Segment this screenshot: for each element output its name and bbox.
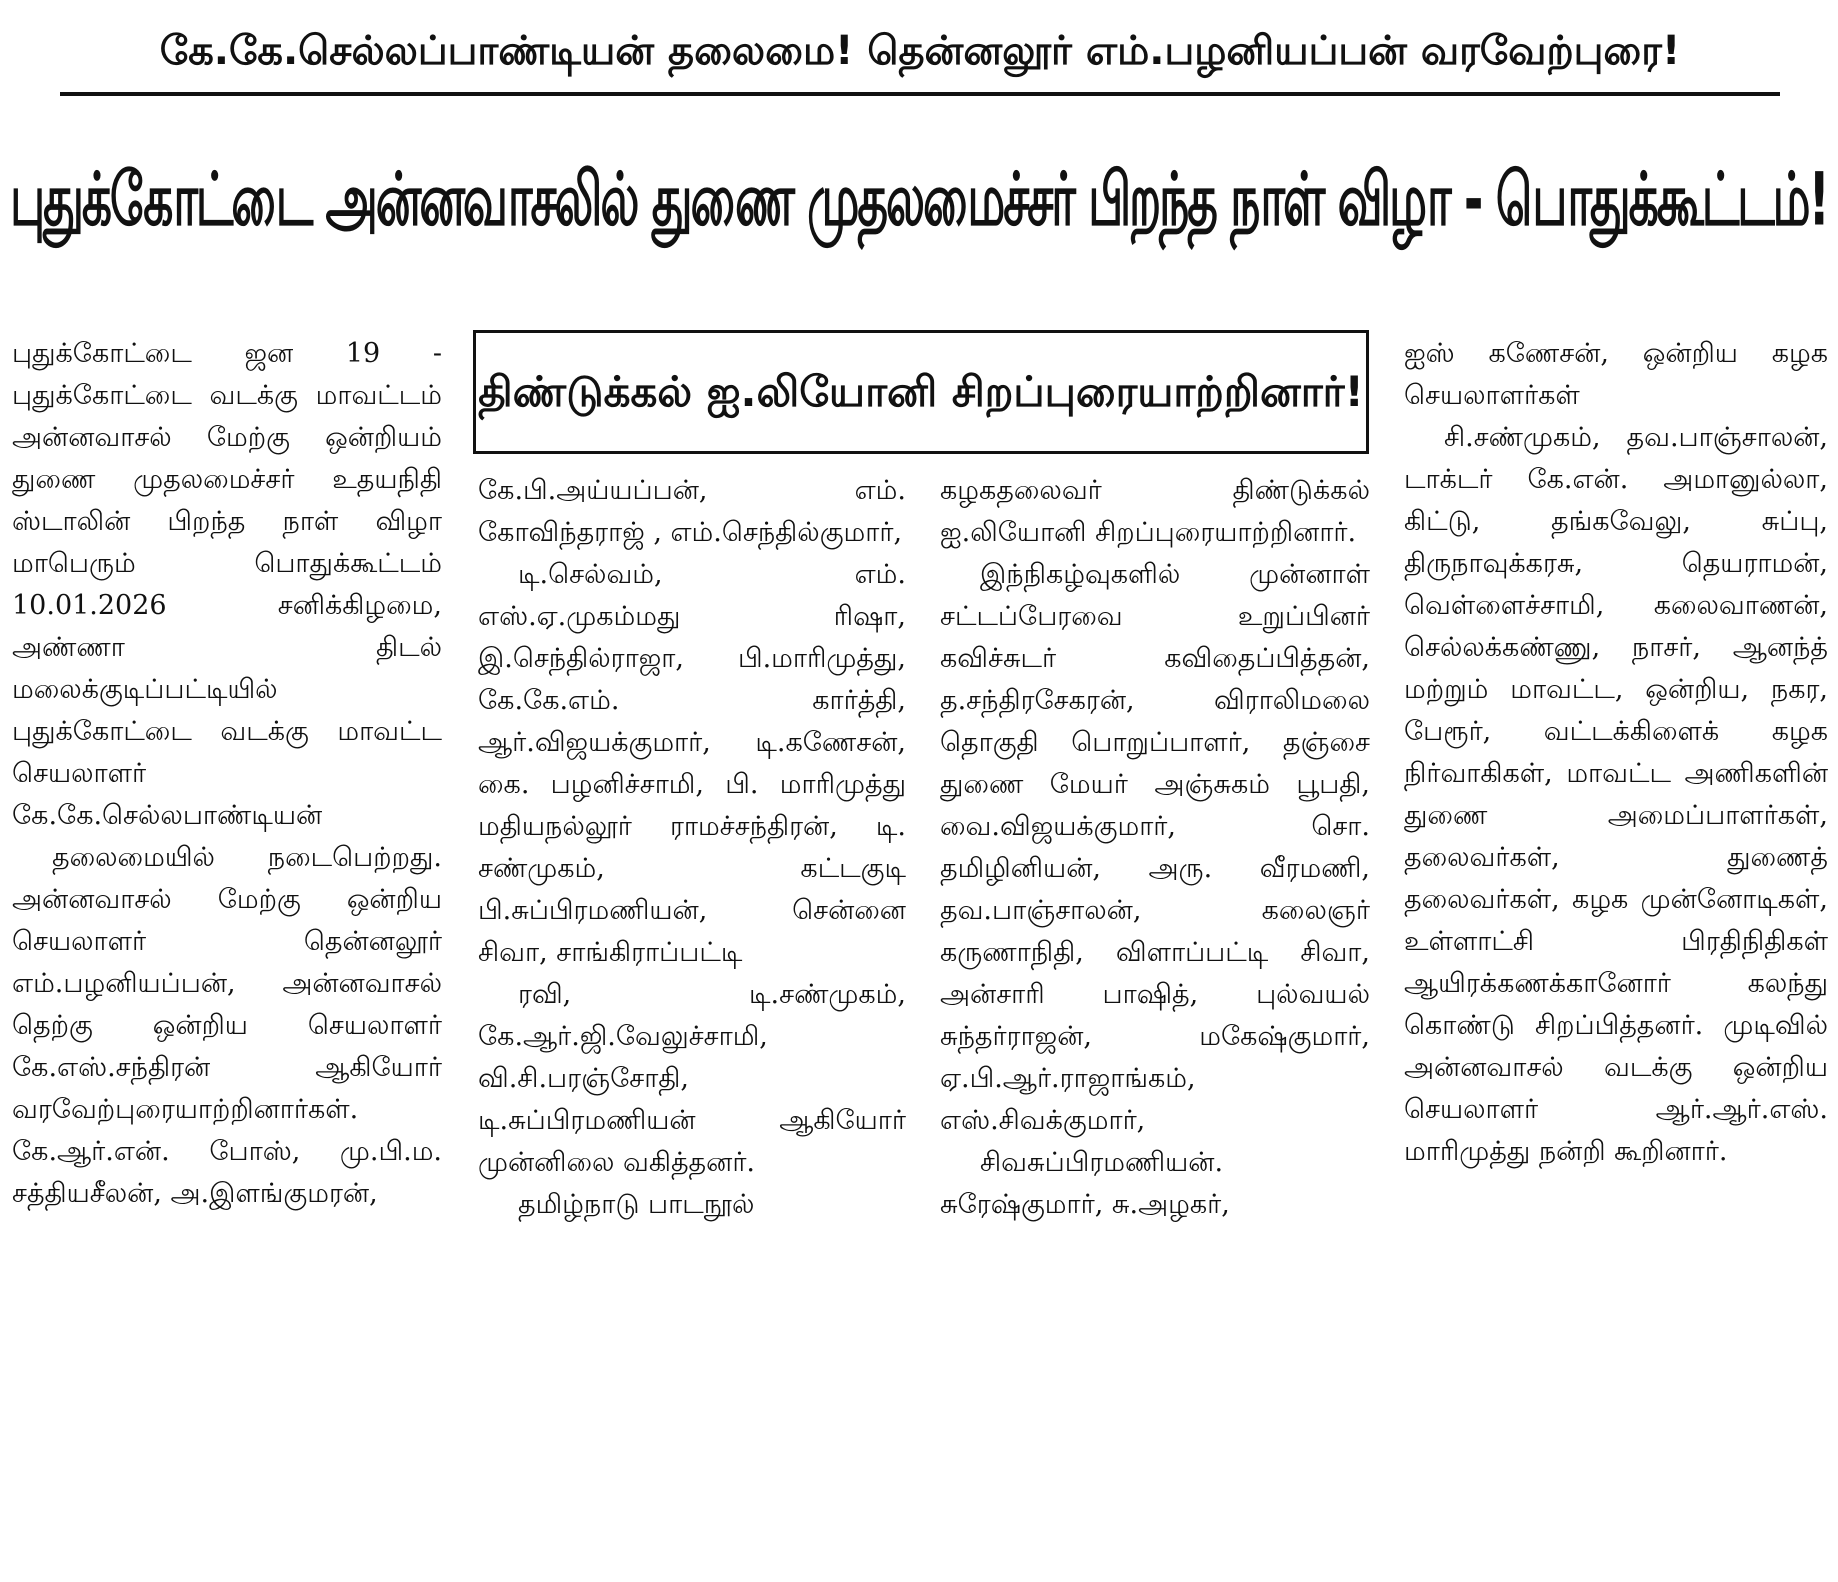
paragraph: ரவி, டி.சண்முகம், கே.ஆர்.ஜி.வேலுச்சாமி, வி.சி.பரஞ்சோதி, டி.சுப்பிரமணியன் ஆகியோர் முன்னிலை வகித்தனர். [478,979,906,1178]
paragraph: கழகதலைவர் திண்டுக்கல் ஐ.லியோனி சிறப்புரையாற்றினார். [940,475,1370,548]
article-column-4 [1404,333,1828,1578]
paragraph: டி.செல்வம், எம். எஸ்.ஏ.முகம்மது ரிஷா, இ.செந்தில்ராஜா, பி.மாரிமுத்து, கே.கே.எம். கார்த்தி, ஆர்.விஜயக்குமார், டி.கணேசன், கை. பழனிச்சாமி, பி. மாரிமுத்து மதியநல்லூர் ராமச்சந்திரன், டி. சண்முகம், கட்டகுடி பி.சுப்பிரமணியன், சென்னை சிவா, சாங்கிராப்பட்டி [478,559,906,968]
paragraph: கே.பி.அய்யப்பன், எம். கோவிந்தராஜ் , எம்.செந்தில்குமார், [478,475,906,548]
paragraph: தலைமையில் நடைபெற்றது. அன்னவாசல் மேற்கு ஒன்றிய செயலாளர் தென்னலூர் எம்.பழனியப்பன், அன்னவாசல் தெற்கு ஒன்றிய செயலாளர் கே.எஸ்.சந்திரன் ஆகியோர் வரவேற்புரையாற்றினார்கள். கே.ஆர்.என். போஸ், மு.பி.ம. சத்தியசீலன், அ.இளங்குமரன், [12,842,442,1209]
paragraph: புதுக்கோட்டை ஜன 19 - புதுக்கோட்டை வடக்கு மாவட்டம் அன்னவாசல் மேற்கு ஒன்றியம் துணை முதலமைச்சர் உதயநிதி ஸ்டாலின் பிறந்த நாள் விழா மாபெரும் பொதுக்கூட்டம் 10.01.2026 சனிக்கிழமை, அண்ணா திடல் மலைக்குடிப்பட்டியில் புதுக்கோட்டை வடக்கு மாவட்ட செயலாளர் கே.கே.செல்லபாண்டியன் [12,338,442,831]
paragraph: சி.சண்முகம், தவ.பாஞ்சாலன், டாக்டர் கே.என். அமானுல்லா, கிட்டு, தங்கவேலு, சுப்பு, திருநாவுக்கரசு, தெயராமன், வெள்ளைச்சாமி, கலைவாணன், செல்லக்கண்ணு, நாசர், ஆனந்த் மற்றும் மாவட்ட, ஒன்றிய, நகர, பேரூர், வட்டக்கிளைக் கழக நிர்வாகிகள், மாவட்ட அணிகளின் துணை அமைப்பாளர்கள், தலைவர்கள், துணைத் தலைவர்கள், கழக முன்னோடிகள், உள்ளாட்சி பிரதிநிதிகள் ஆயிரக்கணக்கானோர் கலந்து கொண்டு சிறப்பித்தனர். முடிவில் அன்னவாசல் வடக்கு ஒன்றிய செயலாளர் ஆர்.ஆர்.எஸ். மாரிமுத்து நன்றி கூறினார். [1404,422,1828,1167]
paragraph: சிவசுப்பிரமணியன். சுரேஷ்குமார், சு.அழகர், [940,1147,1230,1220]
article-column-2 [478,470,906,1578]
paragraph: இந்நிகழ்வுகளில் முன்னாள் சட்டப்பேரவை உறுப்பினர் கவிச்சுடர் கவிதைப்பித்தன், த.சந்திரசேகரன், விராலிமலை தொகுதி பொறுப்பாளர், தஞ்சை துணை மேயர் அஞ்சுகம் பூபதி, வை.விஜயக்குமார், சொ. தமிழினியன், அரு. வீரமணி, தவ.பாஞ்சாலன், கலைஞர் கருணாநிதி, விளாப்பட்டி சிவா, அன்சாரி பாஷித், புல்வயல் சுந்தர்ராஜன், மகேஷ்குமார், ஏ.பி.ஆர்.ராஜாங்கம், எஸ்.சிவக்குமார், [940,559,1370,1136]
kicker-headline: கே.கே.செல்லப்பாண்டியன் தலைமை! தென்னலூர் எம்.பழனியப்பன் வரவேற்புரை! [60,10,1780,96]
paragraph: ஐஸ் கணேசன், ஒன்றிய கழக செயலாளர்கள் [1404,338,1828,411]
article-column-3 [940,470,1370,1578]
boxed-subheadline: திண்டுக்கல் ஐ.லியோனி சிறப்புரையாற்றினார்! [473,330,1369,454]
main-headline: புதுக்கோட்டை அன்னவாசலில் துணை முதலமைச்சர் பிறந்த நாள் விழா - பொதுக்கூட்டம்! [10,157,1828,243]
paragraph: தமிழ்நாடு பாடநூல் [518,1189,755,1220]
article-column-1 [12,333,442,1578]
